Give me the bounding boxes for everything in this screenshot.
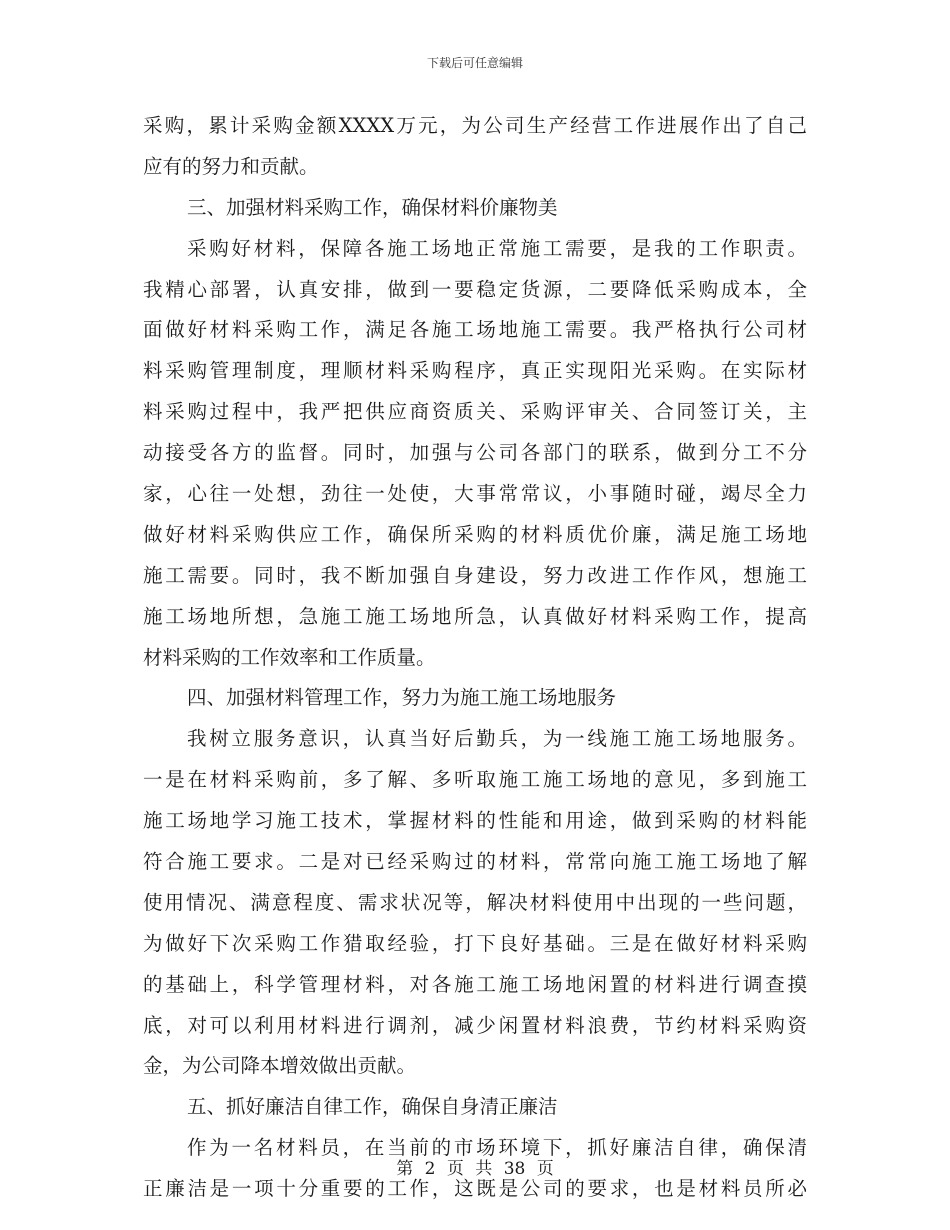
text-line: 的基础上，科学管理材料，对各施工施工场地闲置的材料进行调查摸 [143, 972, 807, 996]
text-line: 材料采购的工作效率和工作质量。 [143, 645, 436, 669]
page-footer: 第 2 页 共 38 页 [396, 1159, 554, 1179]
text-line: 采购好材料，保障各施工场地正常施工需要，是我的工作职责。 [187, 236, 807, 260]
text-line: 施工场地所想，急施工施工场地所急，认真做好材料采购工作，提高 [143, 604, 807, 628]
text-line: 施工需要。同时，我不断加强自身建设，努力改进工作作风，想施工 [143, 563, 807, 587]
text-line: 家，心往一处想，劲往一处使，大事常常议，小事随时碰，竭尽全力 [143, 482, 807, 506]
document-body [143, 106, 807, 1210]
text-line: 施工场地学习施工技术，掌握材料的性能和用途，做到采购的材料能 [143, 809, 807, 833]
text-line: 金，为公司降本增效做出贡献。 [143, 1054, 417, 1078]
text-line: 正廉洁是一项十分重要的工作，这既是公司的要求，也是材料员所必 [143, 1177, 807, 1201]
text-line: 为做好下次采购工作猎取经验，打下良好基础。三是在做好材料采购 [143, 931, 807, 955]
section-heading: 四、加强材料管理工作，努力为施工施工场地服务 [187, 686, 617, 710]
text-line: 底，对可以利用材料进行调剂，减少闲置材料浪费，节约材料采购资 [143, 1013, 807, 1037]
text-line: 使用情况、满意程度、需求状况等，解决材料使用中出现的一些问题， [143, 890, 807, 914]
text-line: 我树立服务意识，认真当好后勤兵，为一线施工施工场地服务。 [187, 727, 807, 751]
text-line: 料采购过程中，我严把供应商资质关、采购评审关、合同签订关，主 [143, 400, 807, 424]
text-line: 符合施工要求。二是对已经采购过的材料，常常向施工施工场地了解 [143, 850, 807, 874]
section-heading: 三、加强材料采购工作，确保材料价廉物美 [187, 195, 558, 219]
text-line: 我精心部署，认真安排，做到一要稳定货源，二要降低采购成本，全 [143, 277, 807, 301]
text-line: 一是在材料采购前，多了解、多听取施工施工场地的意见，多到施工 [143, 768, 807, 792]
text-line: 料采购管理制度，理顺材料采购程序，真正实现阳光采购。在实际材 [143, 359, 807, 383]
text-line: 做好材料采购供应工作，确保所采购的材料质优价廉，满足施工场地 [143, 522, 807, 546]
text-line: 应有的努力和贡献。 [143, 154, 319, 178]
page-header: 下载后可任意编辑 [426, 56, 523, 70]
text-line: 面做好材料采购工作，满足各施工场地施工需要。我严格执行公司材 [143, 318, 807, 342]
text-line: 动接受各方的监督。同时，加强与公司各部门的联系，做到分工不分 [143, 441, 807, 465]
text-line: 采购，累计采购金额XXXX万元，为公司生产经营工作进展作出了自己 [143, 114, 807, 137]
section-heading: 五、抓好廉洁自律工作，确保自身清正廉洁 [187, 1095, 558, 1119]
text-line: 作为一名材料员，在当前的市场环境下，抓好廉洁自律，确保清 [187, 1136, 807, 1160]
